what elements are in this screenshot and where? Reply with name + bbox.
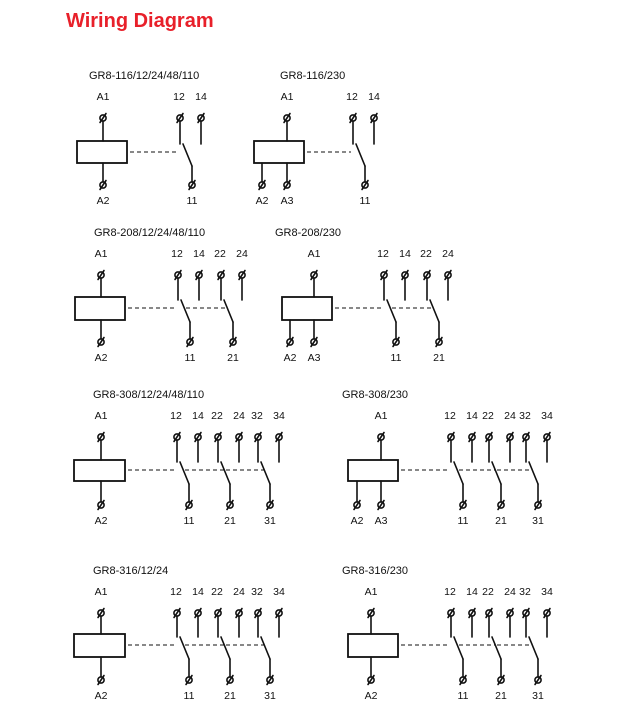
changeover-contact bbox=[519, 586, 553, 702]
wiring-diagram-8 bbox=[342, 565, 553, 702]
contact-blade bbox=[224, 300, 233, 322]
terminal-symbol bbox=[368, 676, 374, 685]
contact-label: 14 bbox=[399, 248, 411, 260]
contact-label: 34 bbox=[273, 586, 285, 598]
changeover-contact bbox=[211, 410, 245, 527]
contact-label: 12 bbox=[346, 91, 358, 103]
contact-label: 32 bbox=[251, 410, 263, 422]
terminal-symbol bbox=[354, 501, 360, 510]
diagram-title: GR8-308/12/24/48/110 bbox=[93, 389, 205, 401]
relay-coil bbox=[282, 297, 332, 320]
terminal-label: A3 bbox=[374, 515, 388, 527]
diagram-title: GR8-316/12/24 bbox=[93, 565, 169, 577]
terminal-label: A2 bbox=[94, 515, 108, 527]
contact-label: 24 bbox=[504, 410, 516, 422]
contact-blade bbox=[261, 462, 270, 484]
changeover-contact bbox=[482, 586, 516, 702]
terminal-label: A1 bbox=[280, 91, 294, 103]
changeover-contact bbox=[444, 586, 478, 702]
contact-blade bbox=[181, 300, 190, 322]
changeover-contact bbox=[171, 248, 205, 364]
terminal-symbol bbox=[259, 181, 265, 190]
contact-blade bbox=[430, 300, 439, 322]
relay-coil bbox=[77, 141, 127, 163]
contact-label: 12 bbox=[377, 248, 389, 260]
contact-label: 14 bbox=[192, 586, 204, 598]
contact-label: 22 bbox=[482, 586, 494, 598]
contact-label: 21 bbox=[227, 352, 239, 364]
changeover-contact bbox=[211, 586, 245, 702]
contact-blade bbox=[261, 637, 270, 659]
contact-label: 11 bbox=[457, 690, 469, 702]
contact-blade bbox=[183, 144, 192, 166]
terminal-label: A2 bbox=[94, 352, 108, 364]
contact-label: 14 bbox=[466, 586, 478, 598]
contact-label: 12 bbox=[173, 91, 185, 103]
terminal-label: A1 bbox=[364, 586, 378, 598]
diagram-title: GR8-316/230 bbox=[342, 565, 409, 577]
contact-label: 12 bbox=[170, 410, 182, 422]
contact-label: 22 bbox=[482, 410, 494, 422]
terminal-symbol bbox=[100, 181, 106, 190]
diagram-title: GR8-116/12/24/48/110 bbox=[89, 70, 200, 82]
terminal-label: A1 bbox=[307, 248, 321, 260]
contact-blade bbox=[454, 637, 463, 659]
contact-label: 32 bbox=[519, 586, 531, 598]
contact-label: 22 bbox=[420, 248, 432, 260]
contact-label: 24 bbox=[233, 586, 245, 598]
contact-blade bbox=[529, 637, 538, 659]
contact-label: 21 bbox=[495, 515, 507, 527]
terminal-label: A2 bbox=[283, 352, 297, 364]
contact-blade bbox=[492, 462, 501, 484]
contact-label: 11 bbox=[186, 195, 198, 207]
wiring-diagram-2 bbox=[254, 70, 380, 207]
changeover-contact bbox=[377, 248, 411, 364]
wiring-diagram-6 bbox=[342, 389, 553, 527]
terminal-label: A1 bbox=[374, 410, 388, 422]
contact-label: 14 bbox=[466, 410, 478, 422]
wiring-diagram-1 bbox=[77, 70, 207, 207]
contact-label: 11 bbox=[457, 515, 469, 527]
wiring-diagram-7 bbox=[74, 565, 285, 702]
contact-label: 34 bbox=[541, 410, 553, 422]
contact-label: 11 bbox=[183, 690, 195, 702]
relay-coil bbox=[348, 460, 398, 481]
terminal-label: A2 bbox=[350, 515, 364, 527]
contact-blade bbox=[180, 637, 189, 659]
contact-label: 11 bbox=[183, 515, 195, 527]
diagram-title: GR8-208/230 bbox=[275, 227, 342, 239]
contact-label: 14 bbox=[195, 91, 207, 103]
terminal-symbol bbox=[378, 501, 384, 510]
terminal-symbol bbox=[311, 338, 317, 347]
changeover-contact bbox=[173, 91, 207, 207]
contact-label: 12 bbox=[171, 248, 183, 260]
changeover-contact bbox=[251, 586, 285, 702]
changeover-contact bbox=[214, 248, 248, 364]
changeover-contact bbox=[170, 586, 204, 702]
contact-blade bbox=[180, 462, 189, 484]
changeover-contact bbox=[420, 248, 454, 364]
terminal-symbol bbox=[287, 338, 293, 347]
changeover-contact bbox=[346, 91, 380, 207]
contact-label: 14 bbox=[368, 91, 380, 103]
contact-label: 21 bbox=[224, 690, 236, 702]
relay-coil bbox=[254, 141, 304, 163]
contact-label: 11 bbox=[390, 352, 402, 364]
contact-label: 32 bbox=[251, 586, 263, 598]
contact-label: 21 bbox=[495, 690, 507, 702]
contact-label: 14 bbox=[192, 410, 204, 422]
terminal-label: A1 bbox=[94, 248, 108, 260]
terminal-label: A2 bbox=[364, 690, 378, 702]
relay-coil bbox=[75, 297, 125, 320]
changeover-contact bbox=[519, 410, 553, 527]
terminal-label: A2 bbox=[96, 195, 110, 207]
contact-label: 31 bbox=[532, 515, 544, 527]
terminal-label: A2 bbox=[255, 195, 269, 207]
changeover-contact bbox=[251, 410, 285, 527]
contact-blade bbox=[221, 462, 230, 484]
contact-label: 31 bbox=[264, 690, 276, 702]
contact-label: 24 bbox=[442, 248, 454, 260]
contact-label: 22 bbox=[211, 410, 223, 422]
contact-label: 22 bbox=[214, 248, 226, 260]
contact-label: 14 bbox=[193, 248, 205, 260]
contact-label: 32 bbox=[519, 410, 531, 422]
contact-label: 34 bbox=[273, 410, 285, 422]
contact-label: 34 bbox=[541, 586, 553, 598]
terminal-symbol bbox=[98, 501, 104, 510]
contact-blade bbox=[454, 462, 463, 484]
contact-label: 31 bbox=[532, 690, 544, 702]
diagram-title: GR8-308/230 bbox=[342, 389, 409, 401]
contact-label: 11 bbox=[184, 352, 196, 364]
changeover-contact bbox=[482, 410, 516, 527]
contact-label: 24 bbox=[236, 248, 248, 260]
contact-blade bbox=[387, 300, 396, 322]
wiring-diagram-4 bbox=[275, 227, 454, 364]
contact-blade bbox=[356, 144, 365, 166]
wiring-diagram-5 bbox=[74, 389, 285, 527]
changeover-contact bbox=[170, 410, 204, 527]
contact-blade bbox=[529, 462, 538, 484]
contact-blade bbox=[492, 637, 501, 659]
terminal-label: A2 bbox=[94, 690, 108, 702]
terminal-symbol bbox=[98, 338, 104, 347]
terminal-label: A3 bbox=[307, 352, 321, 364]
terminal-label: A1 bbox=[94, 586, 108, 598]
contact-label: 12 bbox=[444, 410, 456, 422]
contact-label: 24 bbox=[233, 410, 245, 422]
terminal-label: A1 bbox=[96, 91, 110, 103]
terminal-symbol bbox=[284, 181, 290, 190]
wiring-diagram-3 bbox=[75, 227, 248, 364]
diagram-title: GR8-208/12/24/48/110 bbox=[94, 227, 206, 239]
contact-label: 11 bbox=[359, 195, 371, 207]
terminal-label: A1 bbox=[94, 410, 108, 422]
page-title: Wiring Diagram bbox=[66, 10, 214, 32]
contact-blade bbox=[221, 637, 230, 659]
contact-label: 22 bbox=[211, 586, 223, 598]
contact-label: 24 bbox=[504, 586, 516, 598]
terminal-symbol bbox=[98, 676, 104, 685]
relay-coil bbox=[74, 634, 125, 657]
contact-label: 31 bbox=[264, 515, 276, 527]
terminal-label: A3 bbox=[280, 195, 294, 207]
contact-label: 12 bbox=[444, 586, 456, 598]
changeover-contact bbox=[444, 410, 478, 527]
relay-coil bbox=[74, 460, 125, 481]
contact-label: 12 bbox=[170, 586, 182, 598]
diagram-title: GR8-116/230 bbox=[280, 70, 346, 82]
contact-label: 21 bbox=[224, 515, 236, 527]
contact-label: 21 bbox=[433, 352, 445, 364]
relay-coil bbox=[348, 634, 398, 657]
